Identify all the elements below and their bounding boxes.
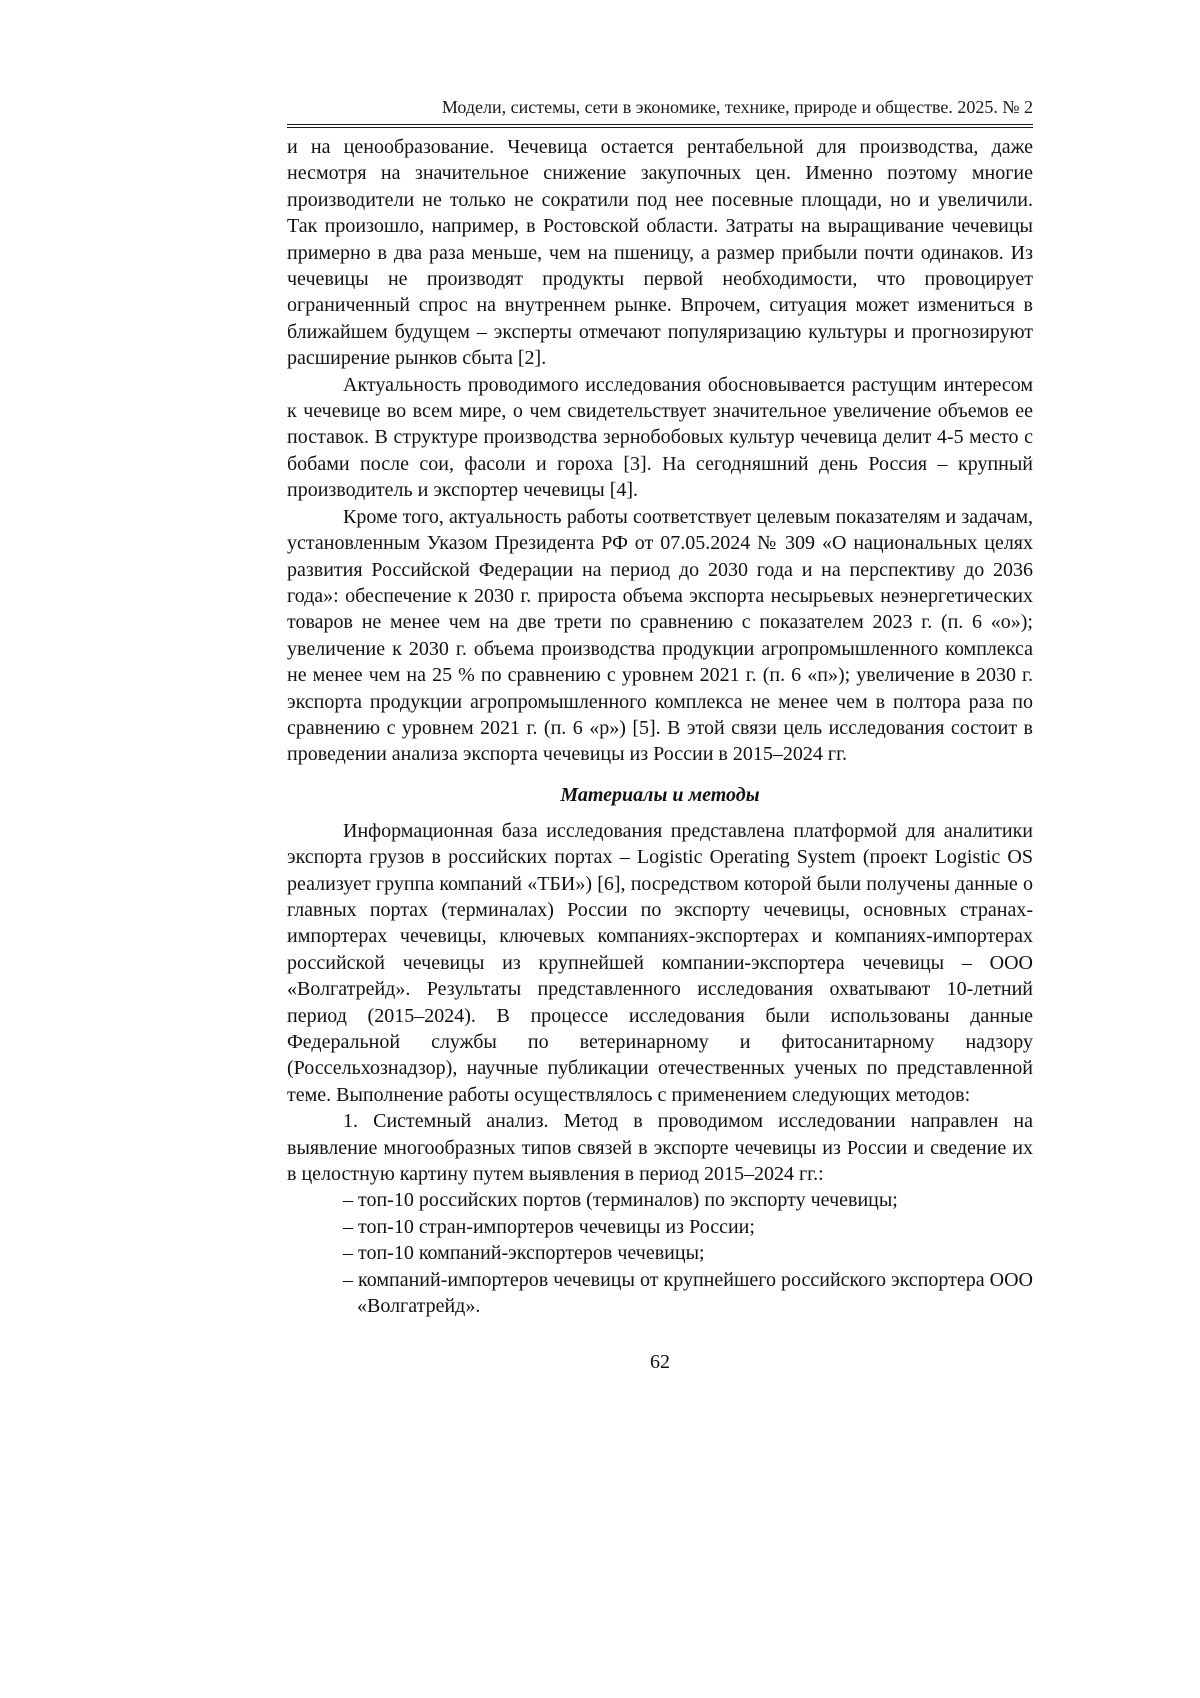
methods-dash-list bbox=[287, 1187, 1033, 1319]
header-double-rule bbox=[287, 124, 1033, 128]
list-item: – топ-10 стран-импортеров чечевицы из России; bbox=[343, 1215, 755, 1238]
paragraph-relevance: Актуальность проводимого исследования обосновывается растущим интересом к чечевице во всем мире, о чем свидетельствует значительное увеличение объемов ее поставок. В структуре производства зернобобовых культур чечевица делит 4-5 место с бобами после сои, фасоли и гороха [3]. На сегодняшний день Россия – крупный производитель и экспортер чечевицы [4]. bbox=[287, 373, 1033, 502]
list-item: – компаний-импортеров чечевицы от крупнейшего российского экспортера ООО «Волгатрейд». bbox=[343, 1268, 1033, 1318]
paragraph-presidential-decree: Кроме того, актуальность работы соответствует целевым показателям и задачам, установленным Указом Президента РФ от 07.05.2024 № 309 «О национальных целях развития Российской Федерации на период до 2030 года и на перспективу до 2036 года»: обеспечение к 2030 г. прироста объема экспорта несырьевых неэнергетических товаров не менее чем на две трети по сравнению с показателем 2023 г. (п. 6 «о»); увеличение к 2030 г. объема производства продукции агропромышленного комплекса не менее чем на 25 % по сравнению с уровнем 2021 г. (п. 6 «п»); увеличение в 2030 г. экспорта продукции агропромышленного комплекса не менее чем в полтора раза по сравнению с уровнем 2021 г. (п. 6 «р») [5]. В этой связи цель исследования состоит в проведении анализа экспорта чечевицы из России в 2015–2024 гг. bbox=[287, 505, 1033, 766]
page-number: 62 bbox=[650, 1351, 670, 1374]
list-item: – топ-10 российских портов (терминалов) по экспорту чечевицы; bbox=[343, 1189, 898, 1212]
list-item: – топ-10 компаний-экспортеров чечевицы; bbox=[343, 1242, 705, 1265]
paragraph-pricing: и на ценообразование. Чечевица остается рентабельной для производства, даже несмотря на значительное снижение закупочных цен. Именно поэтому многие производители не только не сократили под нее посевные площади, но и увеличили. Так произошло, например, в Ростовской области. Затраты на выращивание чечевицы примерно в два раза меньше, чем на пшеницу, а размер прибыли почти одинаков. Из чечевицы не производят продукты первой необходимости, что провоцирует ограниченный спрос на внутреннем рынке. Впрочем, ситуация может измениться в ближайшем будущем – эксперты отмечают популяризацию культуры и прогнозируют расширение рынков сбыта [2]. bbox=[287, 136, 1033, 370]
paragraph-system-analysis: 1. Системный анализ. Метод в проводимом исследовании направлен на выявление многообразных типов связей в экспорте чечевицы из России и сведение их в целостную картину путем выявления в период 2015–2024 гг.: bbox=[287, 1110, 1033, 1186]
document-page bbox=[287, 96, 1033, 1375]
running-header: Модели, системы, сети в экономике, технике, природе и обществе. 2025. № 2 bbox=[441, 97, 1033, 117]
paragraph-information-base: Информационная база исследования представлена платформой для аналитики экспорта грузов в российских портах – Logistic Operating System (проект Logistic OS реализует группа компаний «ТБИ») [6], посредством которой были получены данные о главных портах (терминалах) России по экспорту чечевицы, основных странах-импортерах чечевицы, ключевых компаниях-экспортерах и компаниях-импортерах российской чечевицы из крупнейшей компании-экспортера чечевицы – ООО «Волгатрейд». Результаты представленного исследования охватывают 10-летний период (2015–2024). В процессе исследования были использованы данные Федеральной службы по ветеринарному и фитосанитарному надзору (Россельхознадзор), научные публикации отечественных ученых по представленной теме. Выполнение работы осуществлялось с применением следующих методов: bbox=[287, 819, 1033, 1106]
section-title-materials-methods: Материалы и методы bbox=[560, 783, 760, 806]
